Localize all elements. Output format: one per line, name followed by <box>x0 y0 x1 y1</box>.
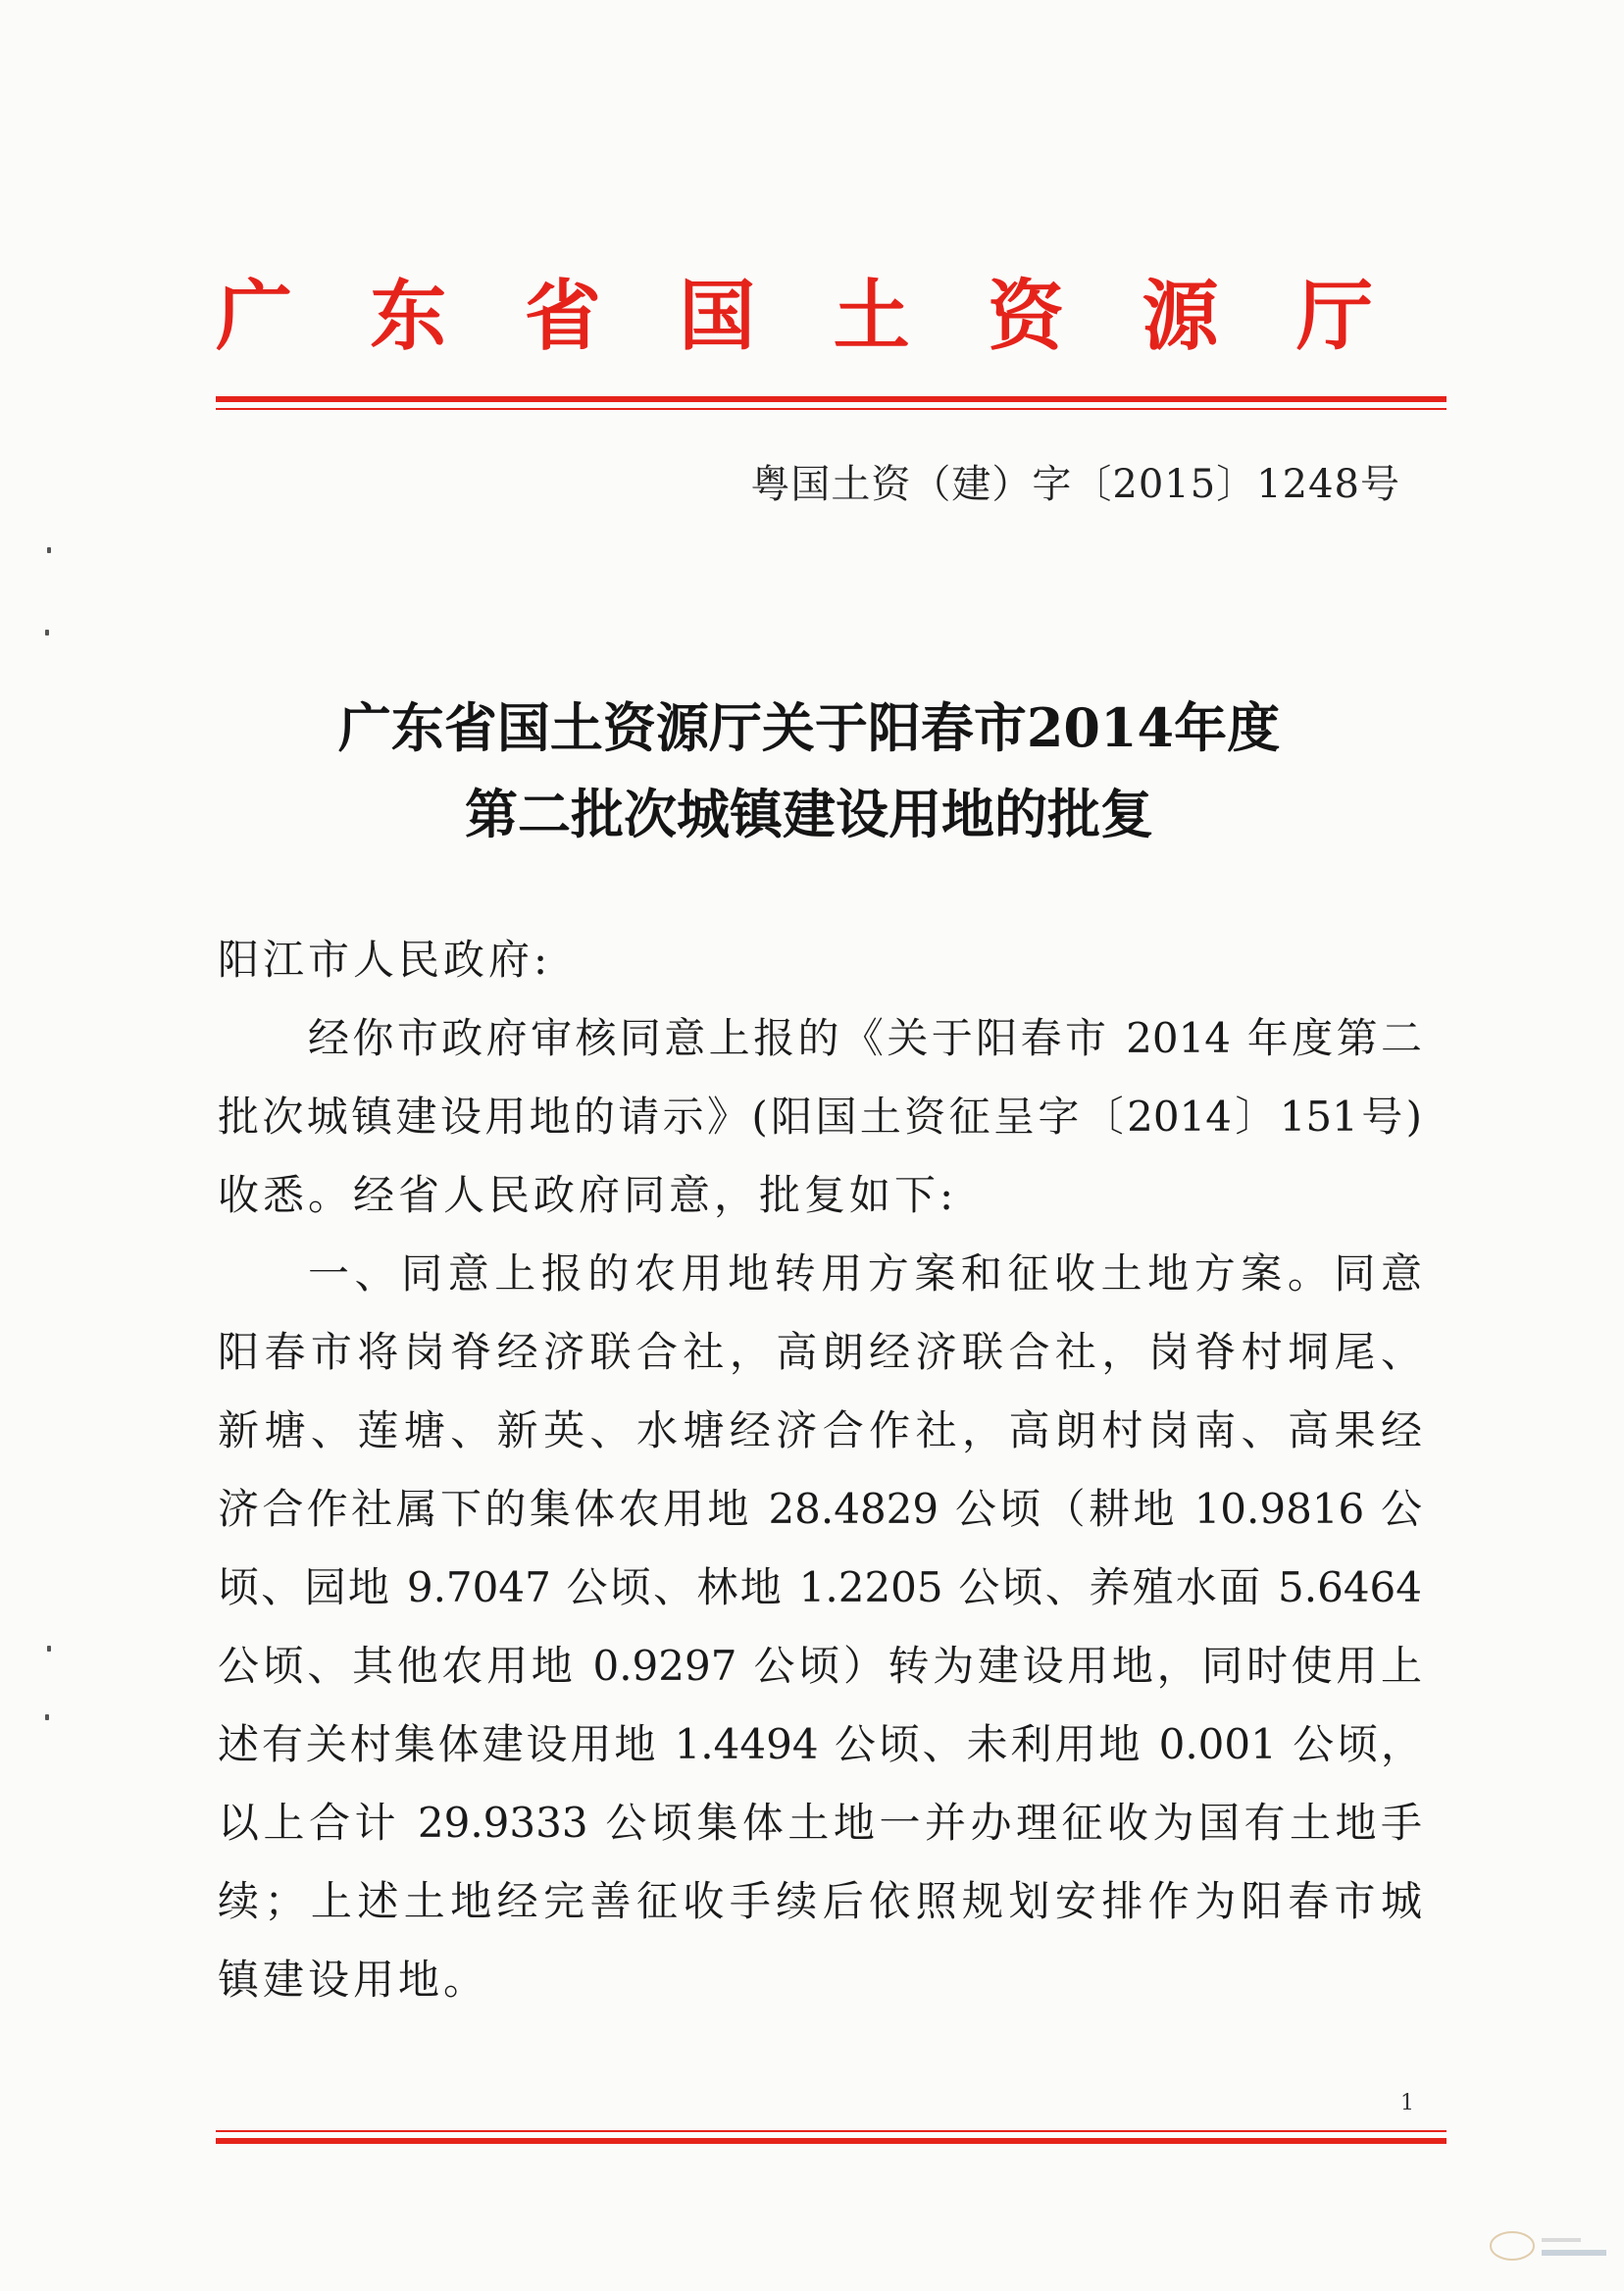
watermark-logo-icon <box>1483 2226 1610 2266</box>
scan-speck <box>45 1714 49 1720</box>
scan-speck <box>45 630 49 636</box>
body-line: 以上合计 29.9333 公顷集体土地一并办理征收为国有土地手 <box>218 1799 1422 1847</box>
letterhead-char: 厅 <box>1295 273 1373 361</box>
letterhead-char: 源 <box>1142 273 1219 361</box>
letterhead-char: 省 <box>524 273 601 361</box>
body-line: 阳春市将岗脊经济联合社，高朗经济联合社，岗脊村垌尾、 <box>218 1328 1422 1376</box>
letterhead-divider-thick <box>216 396 1446 402</box>
body-line: 镇建设用地。 <box>218 1956 489 2004</box>
scan-speck <box>47 1646 51 1652</box>
letterhead-char: 广 <box>216 273 293 361</box>
letterhead-char: 东 <box>370 273 447 361</box>
body-line: 收悉。经省人民政府同意，批复如下: <box>218 1171 958 1219</box>
letterhead-divider-thin <box>216 408 1446 410</box>
document-title-line-1: 广东省国土资源厅关于阳春市2014年度 <box>337 696 1281 759</box>
body-line: 公顷、其他农用地 0.9297 公顷）转为建设用地，同时使用上 <box>218 1642 1422 1690</box>
footer-divider-thick <box>216 2138 1446 2144</box>
document-title-line-2: 第二批次城镇建设用地的批复 <box>465 783 1153 845</box>
body-line: 续；上述土地经完善征收手续后依照规划安排作为阳春市城 <box>218 1877 1422 1925</box>
body-line: 新塘、莲塘、新英、水塘经济合作社，高朗村岗南、高果经 <box>218 1406 1422 1454</box>
body-line: 述有关村集体建设用地 1.4494 公顷、未利用地 0.001 公顷， <box>218 1720 1422 1768</box>
body-line: 一、同意上报的农用地转用方案和征收土地方案。同意 <box>308 1249 1422 1298</box>
letterhead-char: 国 <box>679 273 756 361</box>
letterhead-char: 资 <box>988 273 1065 361</box>
document-number: 粤国土资（建）字〔2015〕1248号 <box>750 462 1400 507</box>
salutation: 阳江市人民政府: <box>218 936 552 984</box>
body-line: 顷、园地 9.7047 公顷、林地 1.2205 公顷、养殖水面 5.6464 <box>218 1563 1422 1611</box>
body-line: 济合作社属下的集体农用地 28.4829 公顷（耕地 10.9816 公 <box>218 1485 1422 1533</box>
scan-speck <box>47 547 51 553</box>
body-line: 经你市政府审核同意上报的《关于阳春市 2014 年度第二 <box>308 1014 1422 1062</box>
letterhead-title <box>216 273 1373 361</box>
page-number: 1 <box>1400 2091 1414 2115</box>
letterhead-char: 土 <box>833 273 910 361</box>
body-line: 批次城镇建设用地的请示》(阳国土资征呈字〔2014〕151号) <box>218 1093 1422 1141</box>
footer-divider-thin <box>216 2130 1446 2132</box>
